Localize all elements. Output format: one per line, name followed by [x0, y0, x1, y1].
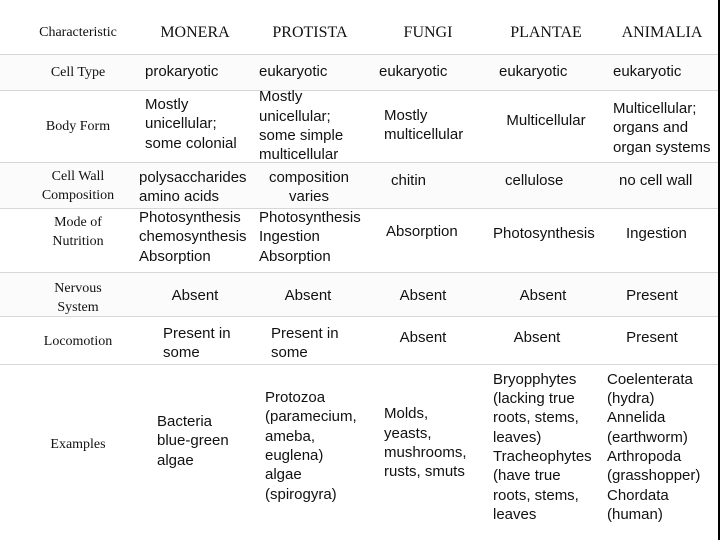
row-divider: [0, 364, 718, 365]
header-monera: MONERA: [160, 24, 230, 42]
animalia-cell-type: eukaryotic: [613, 63, 682, 81]
fungi-body-form: Mostly multicellular: [384, 106, 464, 143]
monera-body-form: Mostly unicellular; some colonial: [145, 96, 237, 152]
fungi-cell-type: eukaryotic: [379, 63, 448, 81]
fungi-nervous-system: Absent: [399, 287, 447, 305]
row-label-examples: Examples: [50, 436, 106, 452]
plantae-cell-wall: cellulose: [505, 172, 564, 190]
plantae-nervous-system: Absent: [519, 287, 567, 305]
protista-examples: Protozoa (paramecium, ameba, euglena) algae (spirogyra): [265, 389, 357, 503]
monera-nutrition: Photosynthesis chemosynthesis Absorption: [139, 209, 247, 265]
row-label-nervous-system: Nervous System: [54, 281, 102, 315]
fungi-cell-wall: chitin: [391, 172, 427, 190]
plantae-examples: Bryopphytes (lacking true roots, stems, leaves) Tracheophytes (have true roots, stems, leaves: [493, 370, 592, 523]
protista-locomotion: Present in some: [271, 324, 339, 361]
row-label-body-form: Body Form: [45, 118, 111, 134]
row-label-cell-wall: Cell Wall Composition: [41, 169, 115, 203]
plantae-cell-type: eukaryotic: [499, 63, 568, 81]
fungi-nutrition: Absorption: [386, 223, 458, 241]
monera-examples: Bacteria blue-green algae: [157, 413, 229, 469]
protista-cell-wall: composition varies: [268, 168, 350, 205]
plantae-locomotion: Absent: [513, 329, 561, 347]
fungi-examples: Molds, yeasts, mushrooms, rusts, smuts: [384, 405, 467, 481]
protista-cell-type: eukaryotic: [259, 63, 328, 81]
fungi-locomotion: Absent: [399, 329, 447, 347]
header-fungi: FUNGI: [403, 24, 453, 42]
header-protista: PROTISTA: [272, 24, 348, 42]
animalia-locomotion: Present: [626, 329, 678, 347]
header-animalia: ANIMALIA: [621, 24, 703, 42]
plantae-body-form: Multicellular: [506, 112, 586, 130]
row-label-cell-type: Cell Type: [50, 64, 106, 80]
header-plantae: PLANTAE: [510, 24, 582, 42]
row-label-nutrition: Mode of Nutrition: [52, 215, 104, 249]
animalia-nutrition: Ingestion: [626, 225, 687, 243]
monera-cell-wall: polysaccharides amino acids: [139, 168, 247, 205]
plantae-nutrition: Photosynthesis: [493, 225, 595, 243]
header-characteristic: Characteristic: [39, 25, 117, 41]
animalia-nervous-system: Present: [626, 287, 678, 305]
monera-nervous-system: Absent: [171, 287, 219, 305]
monera-cell-type: prokaryotic: [145, 63, 219, 81]
animalia-cell-wall: no cell wall: [619, 172, 693, 190]
row-divider: [0, 272, 718, 273]
monera-locomotion: Present in some: [163, 324, 231, 361]
animalia-examples: Coelenterata (hydra) Annelida (earthworm) Arthropoda (grasshopper) Chordata (human): [607, 370, 701, 523]
protista-body-form: Mostly unicellular; some simple multicellular: [259, 88, 344, 164]
animalia-body-form: Multicellular; organs and organ systems: [613, 100, 711, 156]
protista-nutrition: Photosynthesis Ingestion Absorption: [259, 209, 361, 265]
row-label-locomotion: Locomotion: [43, 333, 113, 349]
protista-nervous-system: Absent: [284, 287, 332, 305]
